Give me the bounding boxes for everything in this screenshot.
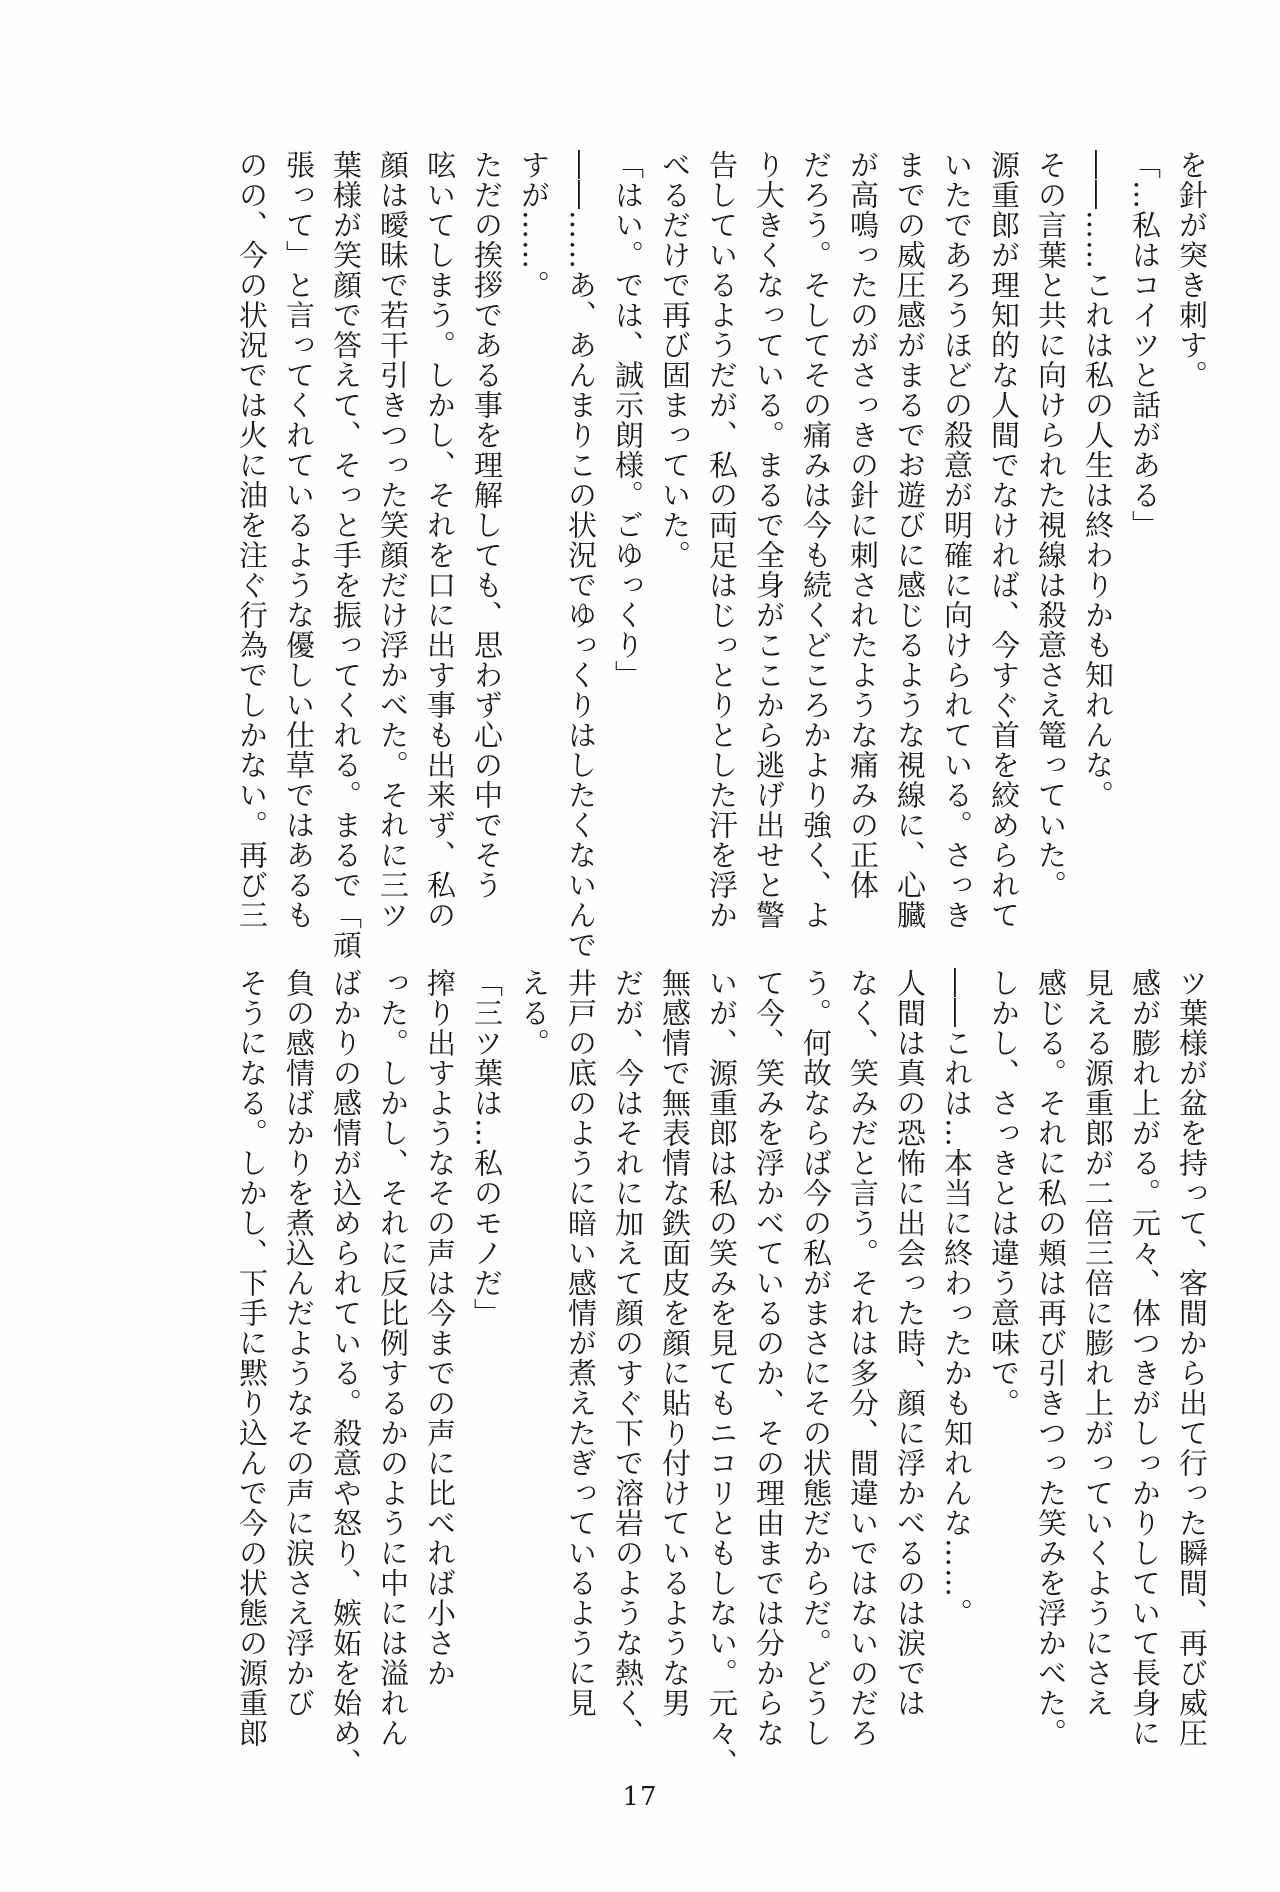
text-line: 葉様が笑顔で答えて、そっと手を振ってくれる。まるで「頑 — [329, 150, 363, 960]
page-number: 17 — [622, 1782, 658, 1812]
text-line: う。何故ならば今の私がまさにその状態だからだ。どうし — [799, 968, 833, 1748]
text-line: のの、今の状況では火に油を注ぐ行為でしかない。再び三 — [235, 150, 269, 930]
text-line: 無感情で無表情な鉄面皮を顔に貼り付けているような男 — [658, 968, 692, 1718]
text-line: 感が膨れ上がる。元々、体つきがしっかりしていて長身に — [1128, 968, 1162, 1748]
text-line: だろう。そしてその痛みは今も続くどころかより強く、よ — [799, 150, 833, 930]
text-line: 呟いてしまう。しかし、それを口に出す事も出来ず、私の — [423, 150, 457, 930]
text-line: 搾り出すようなその声は今までの声に比べれば小さか — [423, 968, 457, 1688]
text-line: いたであろうほどの殺意が明確に向けられている。さっき — [940, 150, 974, 930]
text-line: 告しているようだが、私の両足はじっとりとした汗を浮か — [705, 150, 739, 930]
text-line: が高鳴ったのがさっきの針に刺されたような痛みの正体 — [846, 150, 880, 900]
text-line: を針が突き刺す。 — [1175, 150, 1209, 390]
text-line: 張って」と言ってくれているような優しい仕草ではあるも — [282, 150, 316, 930]
text-line: て今、笑みを浮かべているのか、その理由までは分からな — [752, 968, 786, 1748]
text-line: った。しかし、それに反比例するかのように中には溢れん — [376, 968, 410, 1748]
text-line: 「…私はコイツと話がある」 — [1128, 150, 1162, 540]
text-block-upper — [115, 150, 1215, 960]
text-line: ――……あ、あんまりこの状況でゆっくりはしたくないんで — [564, 150, 598, 960]
text-line: だが、今はそれに加えて顔のすぐ下で溶岩のような熱く、 — [611, 968, 645, 1748]
text-line: える。 — [517, 968, 551, 1058]
text-line: 源重郎が理知的な人間でなければ、今すぐ首を絞められて — [987, 150, 1021, 930]
text-line: 「はい。では、誠示朗様。ごゆっくり」 — [611, 150, 645, 690]
text-line: 負の感情ばかりを煮込んだようなその声に涙さえ浮かび — [282, 968, 316, 1718]
text-line: までの威圧感がまるでお遊びに感じるような視線に、心臓 — [893, 150, 927, 930]
text-line: 見える源重郎が二倍三倍に膨れ上がっていくようにさえ — [1081, 968, 1115, 1718]
text-line: ――……これは私の人生は終わりかも知れんな。 — [1081, 150, 1115, 810]
text-line: その言葉と共に向けられた視線は殺意さえ篭っていた。 — [1034, 150, 1068, 900]
text-line: 顔は曖昧で若干引きつった笑顔だけ浮かべた。それに三ツ — [376, 150, 410, 930]
text-line: ――これは…本当に終わったかも知れんな……。 — [940, 968, 974, 1628]
text-line: 井戸の底のように暗い感情が煮えたぎっているように見 — [564, 968, 598, 1718]
text-block-lower — [115, 968, 1215, 1778]
text-line: ただの挨拶である事を理解しても、思わず心の中でそう — [470, 150, 504, 900]
text-line: そうになる。しかし、下手に黙り込んで今の状態の源重郎 — [235, 968, 269, 1748]
text-line: しかし、さっきとは違う意味で。 — [987, 968, 1021, 1418]
text-line: べるだけで再び固まっていた。 — [658, 150, 692, 570]
text-line: いが、源重郎は私の笑みを見てもニコリともしない。元々、 — [705, 968, 739, 1778]
text-line: なく、笑みだと言う。それは多分、間違いではないのだろ — [846, 968, 880, 1748]
text-line: ツ葉様が盆を持って、客間から出て行った瞬間、再び威圧 — [1175, 968, 1209, 1748]
text-line: 「三ツ葉は…私のモノだ」 — [470, 968, 504, 1328]
text-line: 人間は真の恐怖に出会った時、顔に浮かべるのは涙では — [893, 968, 927, 1718]
text-line: り大きくなっている。まるで全身がここから逃げ出せと警 — [752, 150, 786, 930]
text-line: すが……。 — [517, 150, 551, 300]
text-line: 感じる。それに私の頬は再び引きつった笑みを浮かべた。 — [1034, 968, 1068, 1748]
text-line: ばかりの感情が込められている。殺意や怒り、嫉妬を始め、 — [329, 968, 363, 1778]
